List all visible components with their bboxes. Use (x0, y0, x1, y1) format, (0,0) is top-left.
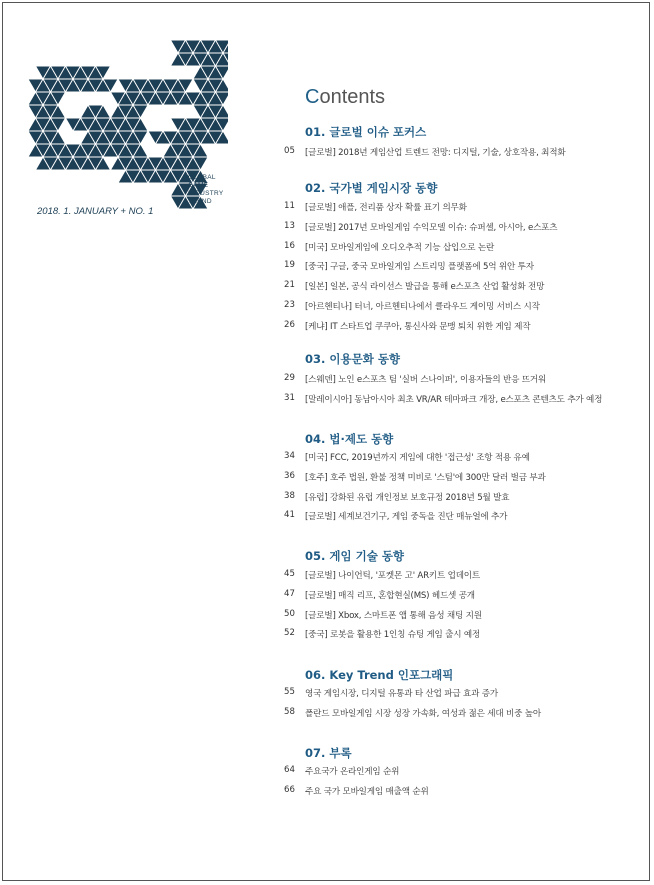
section-heading: 07. 부록 (305, 746, 352, 760)
toc-entry[interactable] (0, 393, 654, 407)
entry-title: 주요국가 온라인게임 순위 (305, 767, 400, 777)
entry-title: [말레이시아] 동남아시아 최초 VR/AR 테마파크 개장, e스포츠 콘텐츠도 추가 예정 (305, 394, 603, 405)
section-heading: 04. 법·제도 동향 (305, 432, 394, 446)
contents-title-initial: C (305, 86, 320, 108)
entry-title: [글로벌] 2017년 모바일게임 수익모델 이슈: 슈퍼셀, 아시아, e스포츠 (305, 222, 558, 233)
toc-entry[interactable] (0, 569, 654, 583)
entry-title: 폴란드 모바일게임 시장 성장 가속화, 여성과 젊은 세대 비중 높아 (305, 708, 541, 719)
entry-title: [글로벌] 애플, 전리품 상자 확률 표기 의무화 (305, 203, 467, 213)
entry-title: [글로벌] 세계보건기구, 게임 중독을 진단 매뉴얼에 추가 (305, 512, 508, 523)
toc-entry[interactable] (0, 785, 654, 799)
toc-entry[interactable] (0, 491, 654, 505)
entry-title: [케냐] IT 스타트업 쿠쿠아, 통신사와 문맹 퇴치 위한 게임 제작 (305, 321, 531, 332)
entry-title: [미국] FCC, 2019년까지 게임에 대한 '접근성' 조항 적용 유예 (305, 453, 530, 463)
entry-title: [중국] 로봇을 활용한 1인칭 슈팅 게임 출시 예정 (305, 630, 481, 641)
toc-entry[interactable] (0, 373, 654, 387)
entry-title: 영국 게임시장, 디지털 유통과 타 산업 파급 효과 증가 (305, 689, 498, 699)
page-number: 16 (284, 240, 295, 251)
toc-entry[interactable] (0, 707, 654, 721)
page-number: 11 (284, 201, 295, 211)
entry-title: [중국] 구글, 중국 모바일게임 스트리밍 플랫폼에 5억 위안 투자 (305, 262, 534, 273)
logo-line: INDUSTRY (188, 190, 224, 197)
toc-entry[interactable] (0, 471, 654, 485)
page-number: 23 (284, 300, 295, 310)
page-number: 38 (284, 490, 295, 501)
page-number: 58 (284, 706, 295, 717)
section-heading: 03. 이용문화 동향 (305, 352, 401, 366)
toc-entry[interactable] (0, 765, 654, 779)
page-number: 64 (284, 765, 295, 775)
toc-entry[interactable] (0, 280, 654, 294)
toc-entry[interactable] (0, 320, 654, 334)
entry-title: [글로벌] 매직 리프, 혼합현실(MS) 헤드셋 공개 (305, 590, 475, 601)
contents-title-rest: ontents (319, 86, 386, 108)
page-number: 13 (284, 220, 295, 231)
toc-entry[interactable] (0, 589, 654, 603)
page-number: 19 (284, 260, 295, 271)
issue-label: 2018. 1. JANUARY + NO. 1 (37, 206, 154, 217)
page-number: 41 (284, 510, 295, 521)
page-number: 66 (284, 784, 295, 795)
page-number: 36 (284, 470, 295, 481)
page-number: 26 (284, 319, 295, 330)
page-number: 55 (284, 687, 295, 697)
toc-entry[interactable] (0, 687, 654, 701)
toc-entry[interactable] (0, 260, 654, 274)
toc-entry[interactable] (0, 451, 654, 465)
toc-entry[interactable] (0, 628, 654, 642)
section-heading: 05. 게임 기술 동향 (305, 549, 405, 563)
section-heading: 01. 글로벌 이슈 포커스 (305, 125, 427, 139)
toc-entry[interactable] (0, 201, 654, 215)
page-number: 21 (284, 280, 295, 291)
page-number: 47 (284, 588, 295, 599)
entry-title: [미국] 모바일게임에 오디오추적 기능 삽입으로 논란 (305, 242, 495, 253)
contents-title (305, 86, 385, 109)
entry-title: [아르헨티나] 터너, 아르헨티나에서 클라우드 게이밍 서비스 시작 (305, 302, 540, 312)
entry-title: [스웨덴] 노인 e스포츠 팀 '실버 스나이퍼', 이용자들의 반응 뜨거워 (305, 375, 547, 385)
toc-entry[interactable] (0, 241, 654, 255)
entry-title: [일본] 일본, 공식 라이선스 발급을 통해 e스포츠 산업 활성화 전망 (305, 282, 545, 293)
page-number: 34 (284, 451, 295, 461)
entry-title: [글로벌] Xbox, 스마트폰 앱 통해 음성 채팅 지원 (305, 610, 482, 621)
page-number: 45 (284, 569, 295, 579)
toc-entry[interactable] (0, 510, 654, 524)
page-number: 50 (284, 608, 295, 619)
toc-entry[interactable] (0, 300, 654, 314)
page-number: 29 (284, 373, 295, 383)
page-number: 52 (284, 628, 295, 639)
entry-title: [글로벌] 나이언틱, '포켓몬 고' AR키트 업데이트 (305, 571, 480, 581)
entry-title: 주요 국가 모바일게임 매출액 순위 (305, 786, 429, 797)
toc-entry[interactable] (0, 221, 654, 235)
toc-entry[interactable] (0, 146, 654, 160)
entry-title: [글로벌] 2018년 게임산업 트렌드 전망: 디지털, 기술, 상호작용, 최적화 (305, 148, 566, 158)
entry-title: [호주] 호주 법원, 환불 정책 미비로 '스팀'에 300만 달러 벌금 부과 (305, 472, 546, 483)
section-heading: 06. Key Trend 인포그래픽 (305, 668, 454, 682)
entry-title: [유럽] 강화된 유럽 개인정보 보호규정 2018년 5월 발효 (305, 492, 510, 503)
toc-entry[interactable] (0, 609, 654, 623)
logo-line: GLOBAL (188, 174, 216, 181)
logo-line: GAME (188, 182, 209, 189)
page-number: 31 (284, 392, 295, 403)
logo-line: TREND (188, 198, 212, 205)
page-number: 05 (284, 146, 295, 156)
section-heading: 02. 국가별 게임시장 동향 (305, 181, 438, 195)
